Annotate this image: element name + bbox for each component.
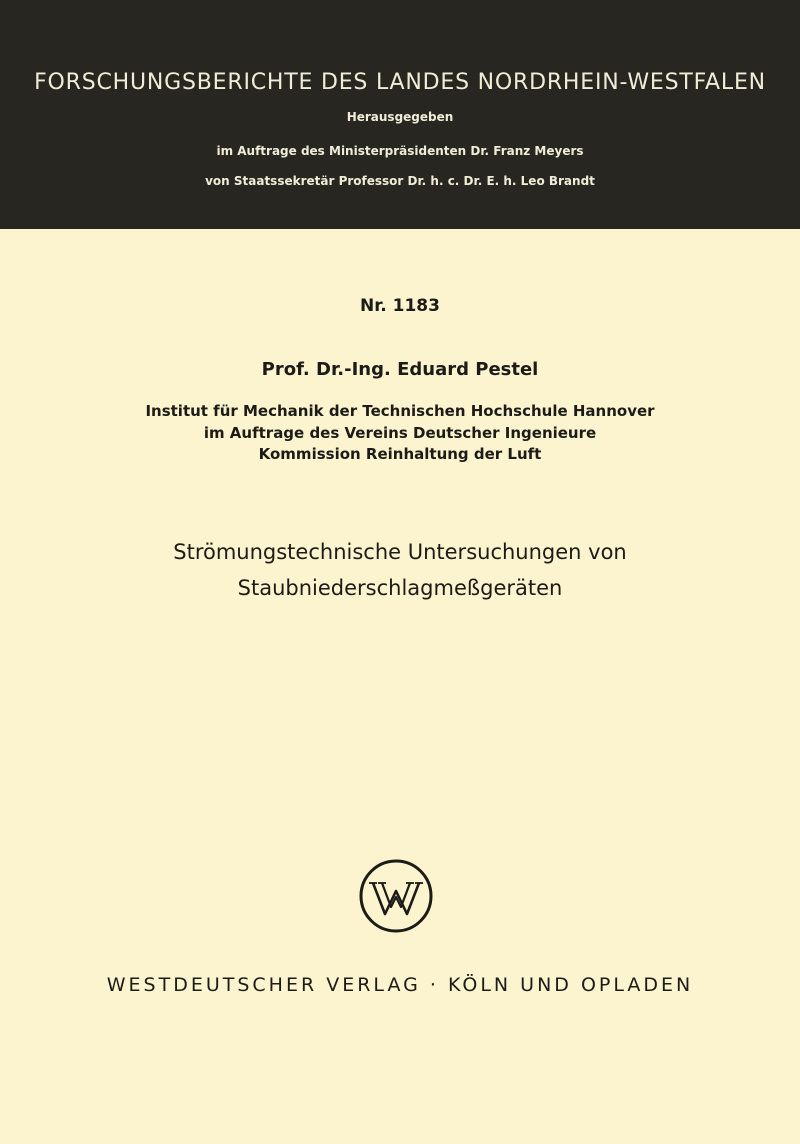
affiliation-line-3: Kommission Reinhaltung der Luft bbox=[258, 445, 542, 463]
affiliation-line-1: Institut für Mechanik der Technischen Hochschule Hannover bbox=[145, 402, 655, 420]
editor-line-2: im Auftrage des Ministerpräsidenten Dr. Franz Meyers bbox=[216, 144, 584, 158]
affiliation-line-2: im Auftrage des Vereins Deutscher Ingenieure bbox=[203, 424, 597, 442]
editor-line-1: Herausgegeben bbox=[346, 110, 454, 124]
ww-publisher-logo-icon bbox=[358, 858, 434, 934]
editor-line-3: von Staatssekretär Professor Dr. h. c. Dr. E. h. Leo Brandt bbox=[205, 174, 595, 188]
report-number: Nr. 1183 bbox=[360, 296, 440, 316]
header-band bbox=[0, 0, 800, 229]
author-name: Prof. Dr.-Ing. Eduard Pestel bbox=[261, 359, 539, 380]
series-title: FORSCHUNGSBERICHTE DES LANDES NORDRHEIN-WESTFALEN bbox=[34, 70, 766, 95]
publisher-name: WESTDEUTSCHER VERLAG · KÖLN UND OPLADEN bbox=[106, 974, 694, 996]
report-title-line-2: Staubniederschlagmeßgeräten bbox=[237, 576, 563, 600]
report-title-line-1: Strömungstechnische Untersuchungen von bbox=[173, 540, 627, 564]
